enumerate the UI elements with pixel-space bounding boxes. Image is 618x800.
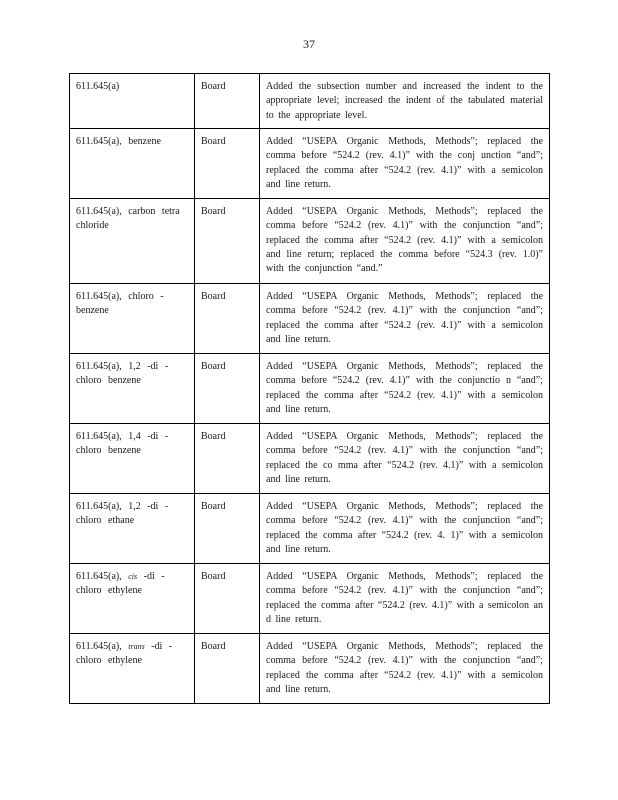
table-row — [70, 199, 550, 284]
source-cell: Board — [195, 199, 260, 284]
section-cell: 611.645(a), 1,2 -di - chloro benzene — [70, 354, 195, 424]
table-row — [70, 564, 550, 634]
description-cell: Added “USEPA Organic Methods, Methods”; replaced the comma before “524.2 (rev. 4.1)” with the conj unction “and”; replaced the comma after “524.2 (rev. 4.1)” with a semicolon and line return. — [260, 129, 550, 199]
table-row — [70, 74, 550, 129]
table-row — [70, 494, 550, 564]
section-suffix: -di - chloro ethylene — [76, 571, 165, 597]
description-cell: Added “USEPA Organic Methods, Methods”; replaced the comma before “524.2 (rev. 4.1)” with the conjunction “and”; replaced the co mma after “524.2 (rev. 4.1)” with a semicolon and line return. — [260, 424, 550, 494]
section-cell: 611.645(a), benzene — [70, 129, 195, 199]
description-cell: Added “USEPA Organic Methods, Methods”; replaced the comma before “524.2 (rev. 4.1)” with the conjunction “and”; replaced the comma after “524.2 (rev. 4. 1)” with a semicolon and line return. — [260, 494, 550, 564]
source-cell: Board — [195, 424, 260, 494]
section-italic-prefix: trans — [128, 642, 145, 651]
section-cell: 611.645(a), 1,4 -di - chloro benzene — [70, 424, 195, 494]
section-suffix: -di - chloro ethylene — [76, 641, 173, 667]
section-prefix: 611.645(a), — [76, 641, 122, 652]
section-prefix: 611.645(a), — [76, 571, 122, 582]
description-cell: Added the subsection number and increased the indent to the appropriate level; increased the indent of the tabulated material to the appropriate level. — [260, 74, 550, 129]
section-cell: 611.645(a), carbon tetra chloride — [70, 199, 195, 284]
source-cell: Board — [195, 564, 260, 634]
source-cell: Board — [195, 634, 260, 704]
table-row — [70, 284, 550, 354]
table-row — [70, 424, 550, 494]
table-row — [70, 634, 550, 704]
source-cell: Board — [195, 74, 260, 129]
description-cell: Added “USEPA Organic Methods, Methods”; replaced the comma before “524.2 (rev. 4.1)” with the conjunctio n “and”; replaced the comma after “524.2 (rev. 4.1)” with a semicolon and line return. — [260, 354, 550, 424]
section-cell: 611.645(a), chloro - benzene — [70, 284, 195, 354]
changes-table — [69, 73, 550, 704]
description-cell: Added “USEPA Organic Methods, Methods”; replaced the comma before “524.2 (rev. 4.1)” with the conjunction “and”; replaced the comma after “524.2 (rev. 4.1)” with a semicolon and line return; replaced the comma before “524.3 (rev. 1.0)” with the conjunction “and.” — [260, 199, 550, 284]
page-number: 37 — [303, 37, 315, 51]
source-cell: Board — [195, 354, 260, 424]
source-cell: Board — [195, 129, 260, 199]
description-cell: Added “USEPA Organic Methods, Methods”; replaced the comma before “524.2 (rev. 4.1)” with the conjunction “and”; replaced the comma after “524.2 (rev. 4.1)” with a semicolon an d line return. — [260, 564, 550, 634]
section-cell — [70, 564, 195, 634]
description-cell: Added “USEPA Organic Methods, Methods”; replaced the comma before “524.2 (rev. 4.1)” with the conjunction “and”; replaced the comma after “524.2 (rev. 4.1)” with a semicolon and line return. — [260, 284, 550, 354]
description-cell: Added “USEPA Organic Methods, Methods”; replaced the comma before “524.2 (rev. 4.1)” with the conjunction “and”; replaced the comma after “524.2 (rev. 4.1)” with a semicolon and line return. — [260, 634, 550, 704]
section-cell — [70, 634, 195, 704]
table-row — [70, 354, 550, 424]
table-row — [70, 129, 550, 199]
source-cell: Board — [195, 494, 260, 564]
section-cell: 611.645(a), 1,2 -di - chloro ethane — [70, 494, 195, 564]
section-italic-prefix: cis — [128, 572, 138, 581]
section-cell: 611.645(a) — [70, 74, 195, 129]
source-cell: Board — [195, 284, 260, 354]
